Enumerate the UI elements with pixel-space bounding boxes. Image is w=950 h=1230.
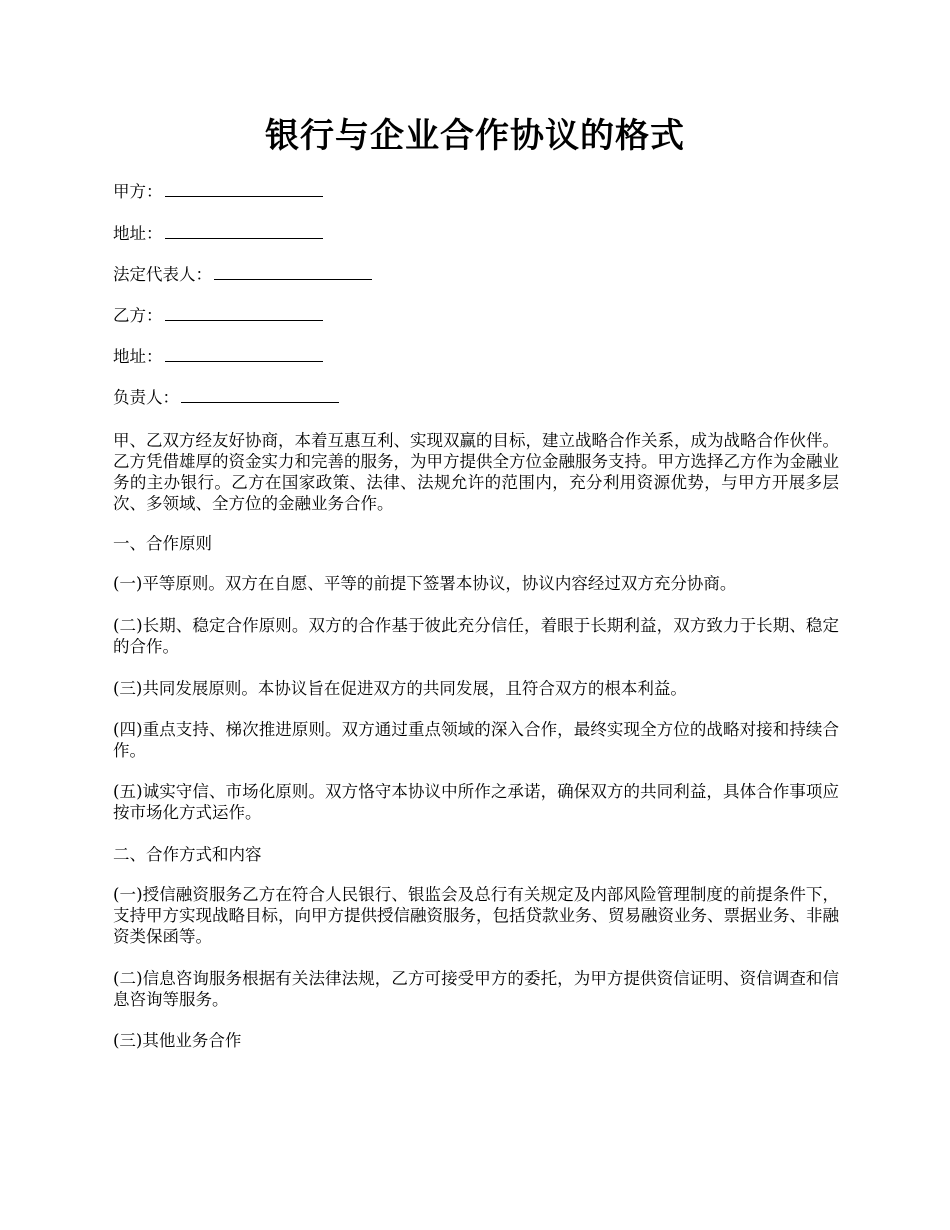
section-1-item-5: (五)诚实守信、市场化原则。双方恪守本协议中所作之承诺，确保双方的共同利益，具体合作事项应按市场化方式运作。: [113, 782, 839, 822]
section-2-item-2: (二)信息咨询服务根据有关法律法规，乙方可接受甲方的委托，为甲方提供资信证明、资信调查和信息咨询等服务。: [113, 969, 839, 1009]
address-a-field: [113, 222, 323, 246]
address-b-label: 地址：: [113, 347, 163, 366]
responsible-blank: [181, 386, 339, 403]
section-2-item-3: (三)其他业务合作: [113, 1031, 242, 1050]
responsible-field: [113, 386, 339, 410]
party-b-label: 乙方：: [113, 306, 163, 325]
address-b-field: [113, 345, 323, 369]
section-2-item-1: (一)授信融资服务乙方在符合人民银行、银监会及总行有关规定及内部风险管理制度的前提条件下，支持甲方实现战略目标，向甲方提供授信融资服务，包括贷款业务、贸易融资业务、票据业务、非融资类保函等。: [113, 885, 839, 946]
party-b-blank: [165, 304, 323, 321]
section-2-heading: 二、合作方式和内容: [113, 845, 262, 864]
party-a-field: [113, 180, 323, 204]
section-1-item-3: (三)共同发展原则。本协议旨在促进双方的共同发展，且符合双方的根本利益。: [113, 679, 687, 698]
party-b-field: [113, 304, 323, 328]
legal-rep-blank: [214, 263, 372, 280]
responsible-label: 负责人：: [113, 388, 179, 407]
address-a-blank: [165, 222, 323, 239]
legal-rep-label: 法定代表人：: [113, 265, 212, 284]
party-a-label: 甲方：: [113, 182, 163, 201]
intro-paragraph: 甲、乙双方经友好协商，本着互惠互利、实现双赢的目标，建立战略合作关系，成为战略合作伙伴。乙方凭借雄厚的资金实力和完善的服务，为甲方提供全方位金融服务支持。甲方选择乙方作为金融业务的主办银行。乙方在国家政策、法律、法规允许的范围内，充分利用资源优势，与甲方开展多层次、多领域、全方位的金融业务合作。: [113, 431, 839, 513]
section-1-item-1: (一)平等原则。双方在自愿、平等的前提下签署本协议，协议内容经过双方充分协商。: [113, 574, 737, 593]
party-a-blank: [165, 180, 323, 197]
document-title: 银行与企业合作协议的格式: [265, 116, 685, 156]
legal-rep-field: [113, 263, 372, 287]
address-a-label: 地址：: [113, 224, 163, 243]
section-1-item-2: (二)长期、稳定合作原则。双方的合作基于彼此充分信任，着眼于长期利益，双方致力于长期、稳定的合作。: [113, 616, 839, 656]
section-1-item-4: (四)重点支持、梯次推进原则。双方通过重点领域的深入合作，最终实现全方位的战略对接和持续合作。: [113, 720, 839, 760]
address-b-blank: [165, 345, 323, 362]
section-1-heading: 一、合作原则: [113, 534, 212, 553]
